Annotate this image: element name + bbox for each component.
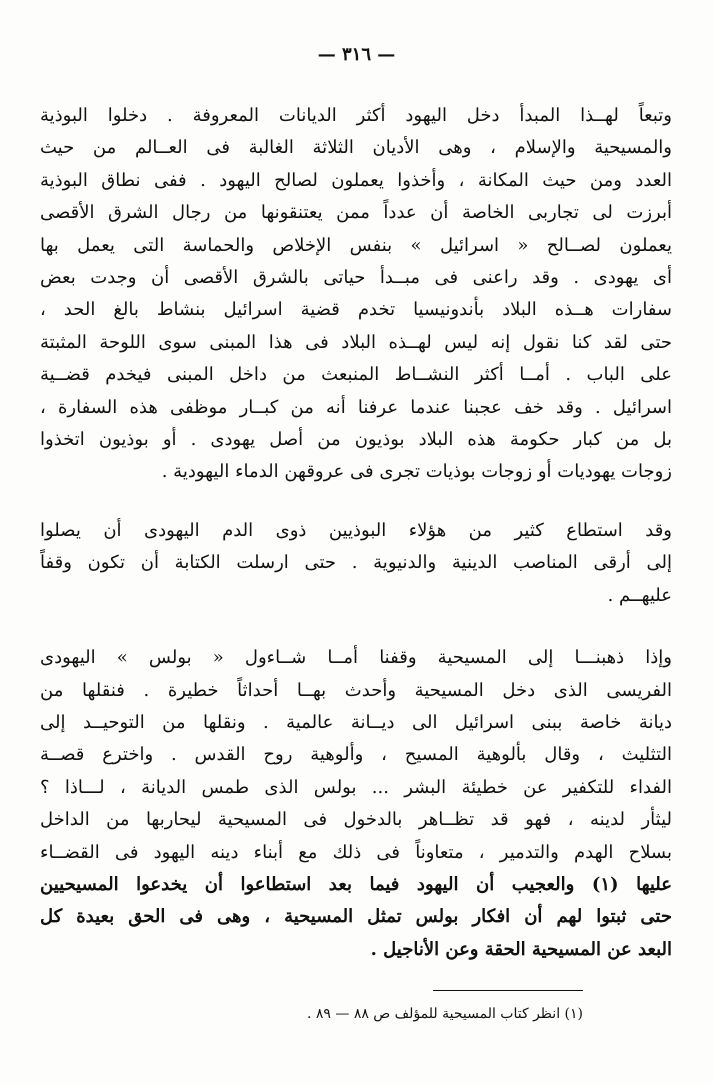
text-line: حتى ثبتوا لهم أن افكار بولس تمثل المسيحية ، وهى فى الحق بعيدة كل — [40, 906, 672, 928]
footnote: (١) انظر كتاب المسيحية للمؤلف ص ٨٨ — ٨٩ . — [306, 1006, 583, 1022]
paragraph-1 — [40, 100, 672, 489]
page-number: — ٣١٦ — — [317, 44, 396, 65]
text-line: العدد ومن حيث المكانة ، وأخذوا يعملون لصالح اليهود . ففى نطاق البوذية — [40, 169, 672, 191]
text-line: ليثأر لدينه ، فهو قد تظــاهر بالدخول فى المسيحية ليحاربها من الداخل — [40, 809, 672, 831]
text-line: زوجات يهوديات أو زوجات بوذيات تجرى فى عروقهن الدماء اليهودية . — [161, 461, 672, 483]
text-line: وإذا ذهبنـــا إلى المسيحية وقفنا أمــا شــاءول « بولس » اليهودى — [40, 647, 672, 669]
paragraph-2 — [40, 515, 672, 612]
text-line: وتبعاً لهــذا المبدأ دخل اليهود أكثر الديانات المعروفة . دخلوا البوذية — [40, 105, 672, 126]
text-line: إلى أرقى المناصب الدينية والدنيوية . حتى ارسلت الكتابة أن تكون وقفاً — [40, 552, 672, 574]
text-line: بل من كبار حكومة هذه البلاد بوذيون من أصل يهودى . أو بوذيون اتخذوا — [40, 429, 672, 451]
text-line: أى يهودى . وقد راعنى فى مبــدأ حياتى بالشرق الأقصى أن وجدت بعض — [40, 267, 672, 289]
text-line: يعملون لصــالح « اسرائيل » بنفس الإخلاص والحماسة التى يعمل بها — [40, 234, 672, 256]
footnote-divider — [433, 990, 583, 991]
text-line: التثليث ، وقال بألوهية المسيح ، وألوهية روح القدس . واخترع قصــة — [40, 744, 672, 766]
text-line: البعد عن المسيحية الحقة وعن الأناجيل . — [370, 938, 672, 960]
paragraph-gap — [40, 612, 672, 642]
text-line: اسرائيل . وقد خف عجبنا عندما عرفنا أنه من كبــار موظفى هذه السفارة ، — [40, 396, 672, 418]
text-line: والمسيحية والإسلام ، وهى الأديان الثلاثة الغالبة فى العــالم من حيث — [40, 137, 672, 159]
text-line: ديانة خاصة ببنى اسرائيل الى ديــانة عالمية . ونقلها من التوحيــد إلى — [40, 711, 672, 733]
text-line: بسلاح الهدم والتدمير ، متعاوناً فى ذلك مع أبناء دينه اليهود فى القضــاء — [40, 841, 672, 863]
text-line: الفريسى الذى دخل المسيحية وأحدث بهــا أحداثاً خطيرة . فنقلها من — [40, 679, 672, 701]
paragraph-gap — [40, 489, 672, 515]
text-line: وقد استطاع كثير من هؤلاء البوذيين ذوى الدم اليهودى أن يصلوا — [40, 519, 672, 541]
text-line: سفارات هــذه البلاد بأندونيسيا تخدم قضية اسرائيل بنشاط بالغ الحد ، — [40, 299, 672, 321]
text-line: عليهــم . — [607, 584, 672, 606]
text-line: حتى لقد كنا نقول إنه ليس لهــذه البلاد فى هذا المبنى سوى اللوحة المثبتة — [40, 331, 672, 353]
text-line: الفداء للتكفير عن خطيئة البشر ... بولس الذى طمس الديانة ، لـــاذا ؟ — [40, 776, 672, 798]
paragraph-3 — [40, 642, 672, 966]
text-line: عليها (١) والعجيب أن اليهود فيما بعد استطاعوا أن يخدعوا المسيحيين — [40, 873, 672, 895]
text-line: أبرزت لى تجاربى الخاصة أن عدداً ممن يعتنقونها من رجال الشرق الأقصى — [40, 202, 672, 224]
text-line: على الباب . أمــا أكثر النشــاط المنبعث من داخل المبنى فيخدم قضــية — [40, 364, 672, 386]
body-text — [40, 100, 672, 966]
